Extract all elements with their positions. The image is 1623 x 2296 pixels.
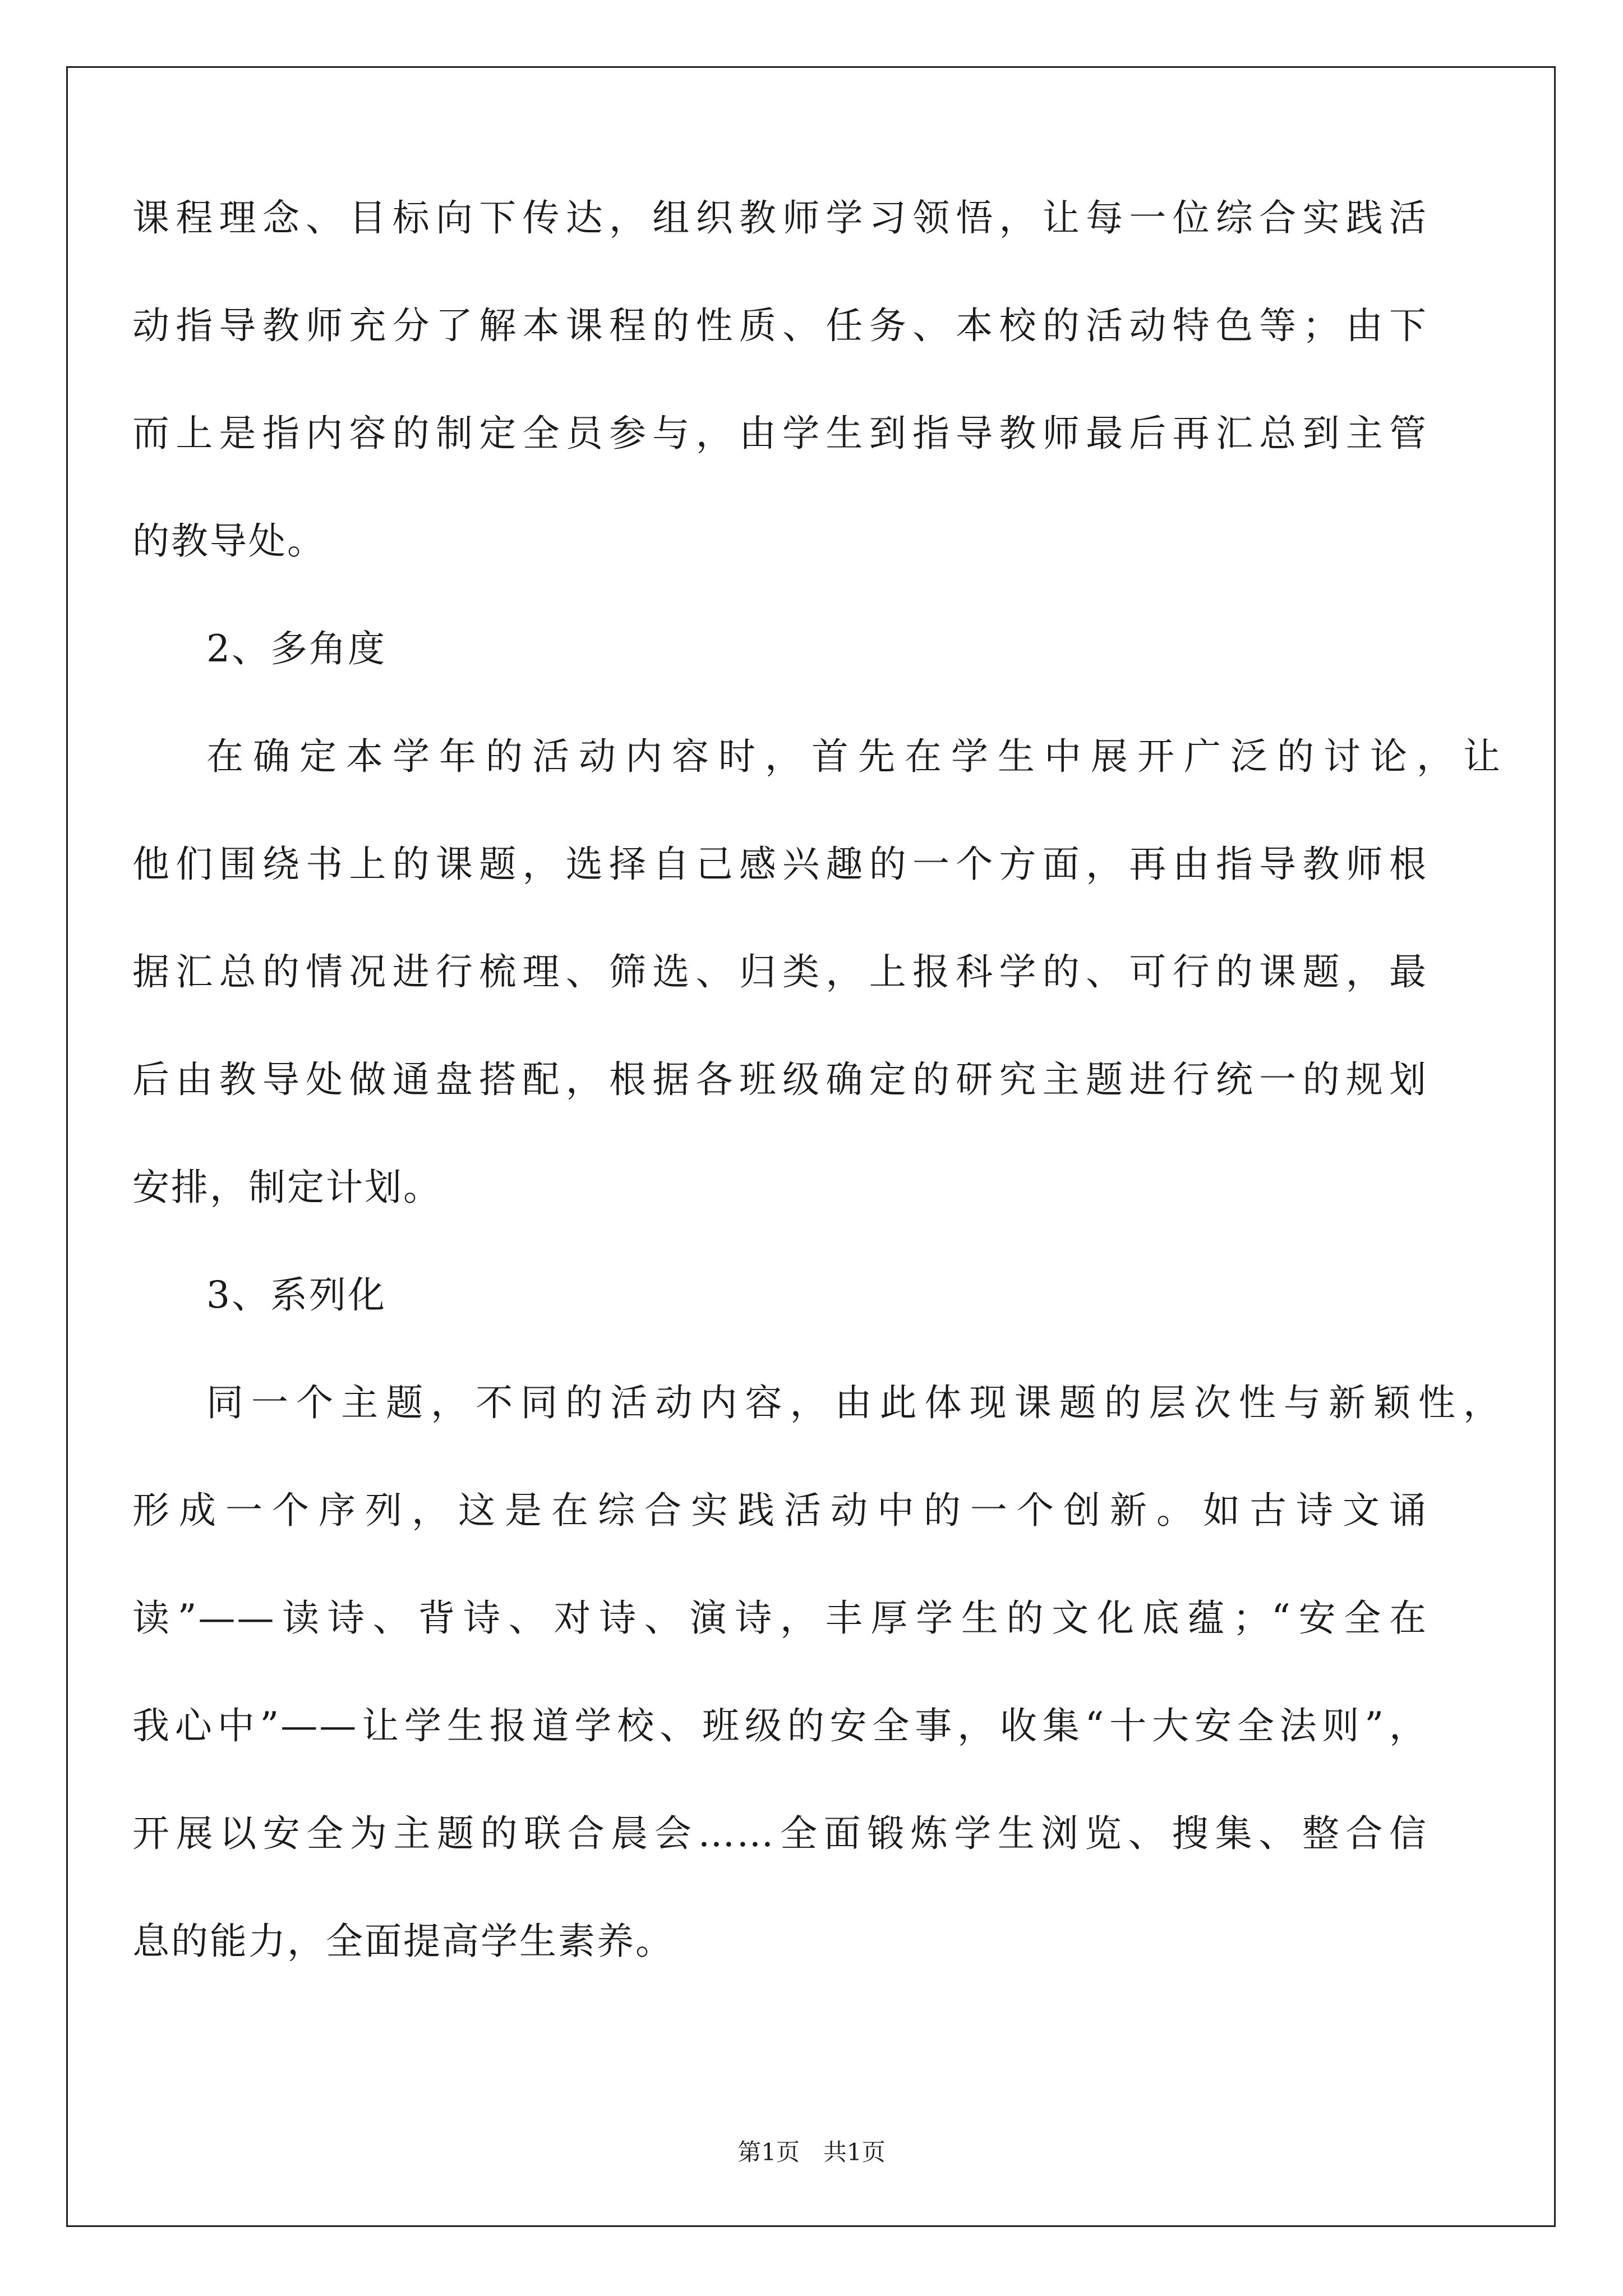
paragraph-line: 的教导处。 — [132, 519, 326, 563]
document-body — [132, 196, 1502, 2031]
paragraph-line: 后由教导处做通盘搭配，根据各班级确定的研究主题进行统一的规划 — [132, 1058, 1428, 1101]
paragraph-line: 我心中”——让学生报道学校、班级的安全事，收集“十大安全法则”， — [132, 1704, 1428, 1747]
paragraph-line: 动指导教师充分了解本课程的性质、任务、本校的活动特色等；由下 — [132, 304, 1428, 347]
paragraph-line: 在确定本学年的活动内容时，首先在学生中展开广泛的讨论，让 — [206, 735, 1502, 778]
paragraph-line: 读”——读诗、背诗、对诗、演诗，丰厚学生的文化底蕴；“安全在 — [132, 1596, 1428, 1640]
paragraph-line: 形成一个序列，这是在综合实践活动中的一个创新。如古诗文诵 — [132, 1489, 1428, 1532]
paragraph-line: 同一个主题，不同的活动内容，由此体现课题的层次性与新颖性， — [206, 1381, 1502, 1424]
section-heading: 2、多角度 — [206, 627, 386, 670]
paragraph-line: 息的能力，全面提高学生素养。 — [132, 1920, 674, 1963]
paragraph-line: 他们围绕书上的课题，选择自己感兴趣的一个方面，再由指导教师根 — [132, 843, 1428, 886]
paragraph-line: 而上是指内容的制定全员参与，由学生到指导教师最后再汇总到主管 — [132, 412, 1428, 455]
paragraph-line: 开展以安全为主题的联合晨会……全面锻炼学生浏览、搜集、整合信 — [132, 1812, 1428, 1855]
section-heading: 3、系列化 — [206, 1273, 386, 1317]
page-number-footer: 第1页 共1页 — [737, 2138, 886, 2166]
paragraph-line: 安排，制定计划。 — [132, 1166, 442, 1209]
paragraph-line: 据汇总的情况进行梳理、筛选、归类，上报科学的、可行的课题，最 — [132, 950, 1428, 993]
paragraph-line: 课程理念、目标向下传达，组织教师学习领悟，让每一位综合实践活 — [132, 196, 1428, 240]
